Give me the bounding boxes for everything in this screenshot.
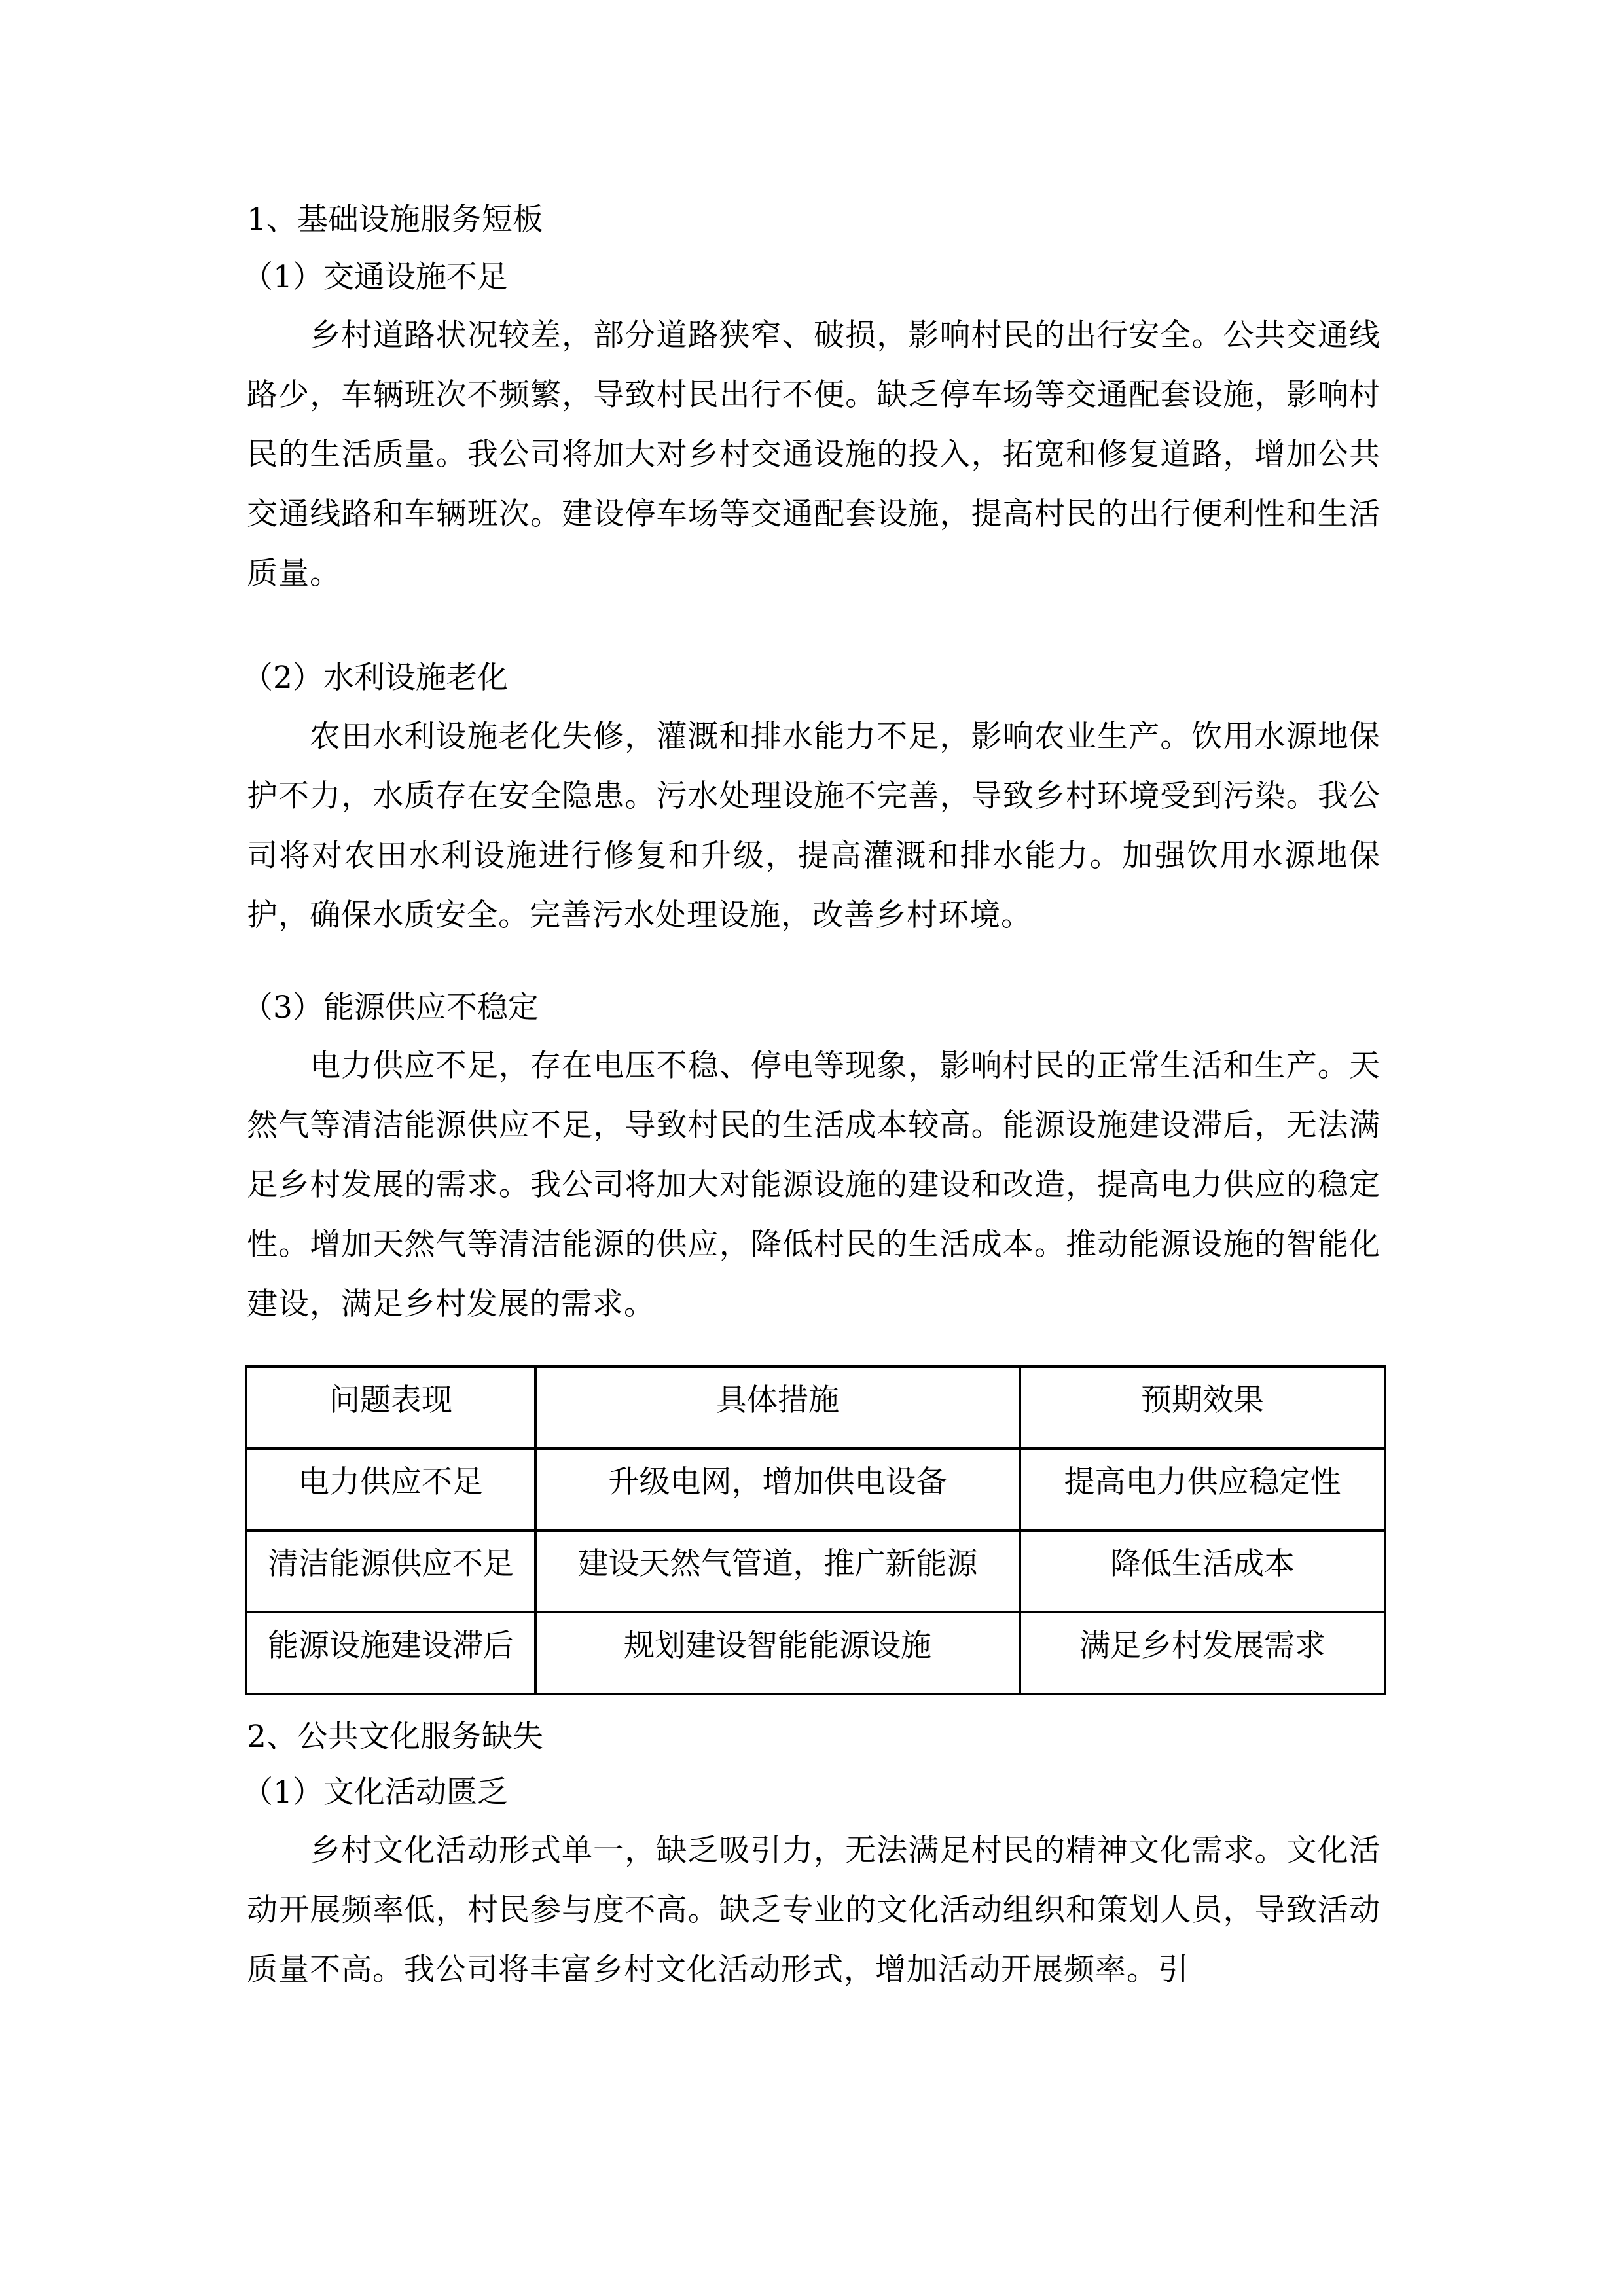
table-header-cell: 具体措施 — [535, 1367, 1020, 1448]
paragraph-transport: 乡村道路状况较差，部分道路狭窄、破损，影响村民的出行安全。公共交通线路少，车辆班次不频繁，导致村民出行不便。缺乏停车场等交通配套设施，影响村民的生活质量。我公司将加大对乡村交通设施的投入，拓宽和修复道路，增加公共交通线路和车辆班次。建设停车场等交通配套设施，提高村民的出行便利性和生活质量。 — [247, 317, 1380, 592]
table-cell: 提高电力供应稳定性 — [1020, 1448, 1385, 1530]
table-header-row — [246, 1367, 1385, 1448]
section-heading-culture: 2、公共文化服务缺失 — [247, 1719, 543, 1755]
table-row — [246, 1530, 1385, 1612]
table-cell: 满足乡村发展需求 — [1020, 1612, 1385, 1694]
table-header-cell: 问题表现 — [246, 1367, 535, 1448]
table-cell: 降低生活成本 — [1020, 1530, 1385, 1612]
subsection-heading-cultural-activities: （1）文化活动匮乏 — [242, 1774, 508, 1810]
table-row — [246, 1612, 1385, 1694]
energy-measures-table — [245, 1365, 1386, 1695]
table-cell: 电力供应不足 — [246, 1448, 535, 1530]
table-cell: 建设天然气管道，推广新能源 — [535, 1530, 1020, 1612]
section-heading-infrastructure: 1、基础设施服务短板 — [247, 202, 543, 238]
subsection-heading-energy: （3）能源供应不稳定 — [242, 990, 539, 1026]
table-cell: 规划建设智能能源设施 — [535, 1612, 1020, 1694]
table-cell: 升级电网，增加供电设备 — [535, 1448, 1020, 1530]
paragraph-water: 农田水利设施老化失修，灌溉和排水能力不足，影响农业生产。饮用水源地保护不力，水质存在安全隐患。污水处理设施不完善，导致乡村环境受到污染。我公司将对农田水利设施进行修复和升级，提高灌溉和排水能力。加强饮用水源地保护，确保水质安全。完善污水处理设施，改善乡村环境。 — [247, 719, 1380, 933]
table-row — [246, 1448, 1385, 1530]
table-cell: 清洁能源供应不足 — [246, 1530, 535, 1612]
subsection-heading-transport: （1）交通设施不足 — [242, 259, 508, 295]
paragraph-energy: 电力供应不足，存在电压不稳、停电等现象，影响村民的正常生活和生产。天然气等清洁能源供应不足，导致村民的生活成本较高。能源设施建设滞后，无法满足乡村发展的需求。我公司将加大对能源设施的建设和改造，提高电力供应的稳定性。增加天然气等清洁能源的供应，降低村民的生活成本。推动能源设施的智能化建设，满足乡村发展的需求。 — [247, 1048, 1380, 1322]
subsection-heading-water: （2）水利设施老化 — [242, 660, 508, 696]
table-cell: 能源设施建设滞后 — [246, 1612, 535, 1694]
table-header-cell: 预期效果 — [1020, 1367, 1385, 1448]
paragraph-cultural-activities: 乡村文化活动形式单一，缺乏吸引力，无法满足村民的精神文化需求。文化活动开展频率低，村民参与度不高。缺乏专业的文化活动组织和策划人员，导致活动质量不高。我公司将丰富乡村文化活动形式，增加活动开展频率。引 — [247, 1833, 1380, 1988]
